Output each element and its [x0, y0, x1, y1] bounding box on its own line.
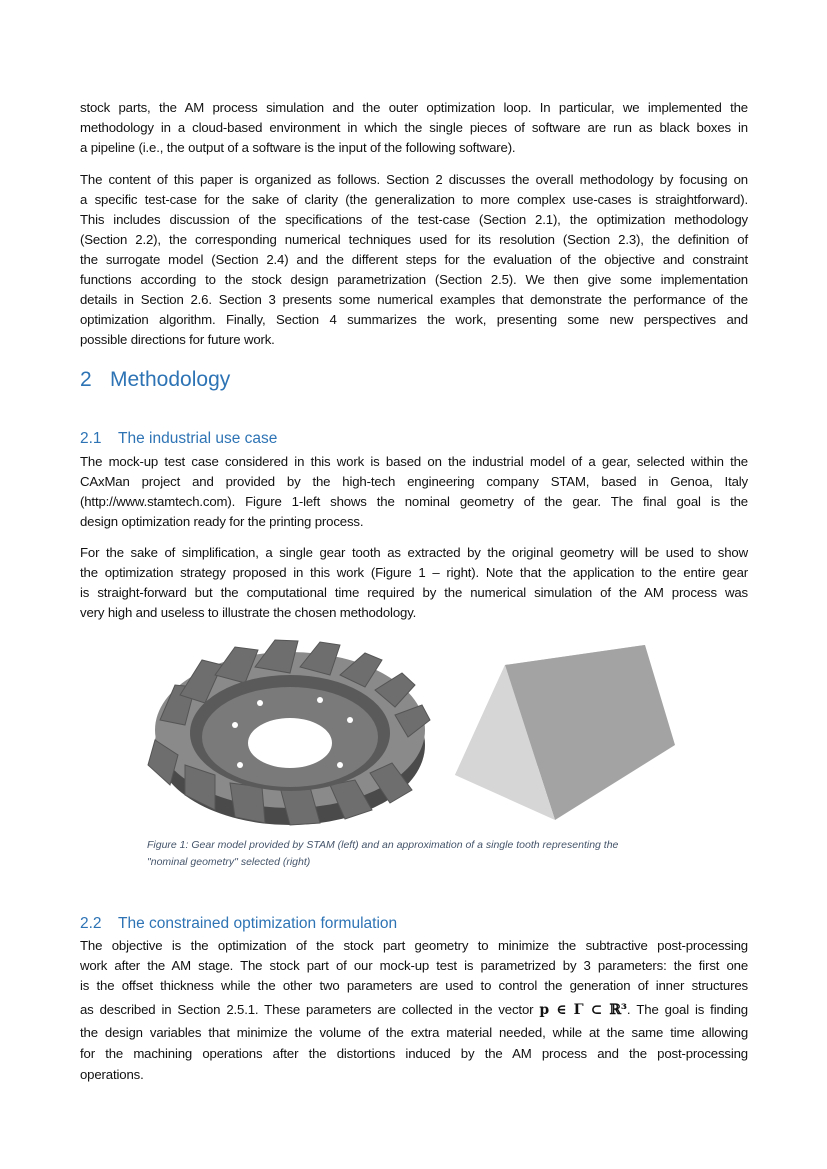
- text-line: stock parts, the AM process simulation and the outer optimization loop. In particular, we implemented the: [80, 100, 748, 115]
- subsection-heading: [80, 915, 397, 933]
- section-title: Methodology: [110, 368, 231, 391]
- text-line: The mock-up test case considered in this work is based on the industrial model of a gear, selected within the: [80, 454, 748, 469]
- subsection-title: The constrained optimization formulation: [118, 915, 398, 932]
- text-line: The objective is the optimization of the stock part geometry to minimize the subtractive post-processing: [80, 938, 748, 953]
- text-line: is the offset thickness while the other two parameters are used to control the generation of inner structures: [80, 978, 748, 993]
- text-line: a pipeline (i.e., the output of a software is the input of the following software).: [80, 140, 516, 155]
- text-line: The content of this paper is organized as follows. Section 2 discusses the overall methodology by focusing on: [80, 172, 748, 187]
- section-number: 2: [80, 368, 92, 391]
- figure-caption: [147, 837, 687, 871]
- subsection-number: 2.2: [80, 915, 102, 932]
- text-line: For the sake of simplification, a single gear tooth as extracted by the original geometry will be used to show: [80, 545, 748, 560]
- text-line: work after the AM stage. The stock part of our mock-up test is parametrized by 3 parameters: the first one: [80, 958, 748, 973]
- text-line: methodology in a cloud-based environment in which the single pieces of software are run as black boxes in: [80, 120, 748, 135]
- text-line: is straight-forward but the computational time required by the numerical simulation of the AM process was: [80, 585, 748, 600]
- text-line: very high and useless to illustrate the chosen methodology.: [80, 605, 417, 620]
- text-line: the design variables that minimize the volume of the extra material needed, while at the same time allowing: [80, 1025, 748, 1040]
- text-line: possible directions for future work.: [80, 332, 275, 347]
- subsection-heading: [80, 430, 277, 448]
- gear-model-image: [140, 625, 440, 835]
- text-line: the optimization strategy proposed in this work (Figure 1 – right). Note that the application to the entire gear: [80, 565, 748, 580]
- text-line: (http://www.stamtech.com). Figure 1-left shows the nominal geometry of the gear. The final goal is the: [80, 494, 748, 509]
- gear-tooth-image: [445, 635, 685, 825]
- caption-line: "nominal geometry" selected (right): [147, 856, 311, 868]
- text-line: operations.: [80, 1067, 144, 1082]
- text-line: This includes discussion of the specifications of the test-case (Section 2.1), the optimization methodology: [80, 212, 748, 227]
- text-line: [80, 1001, 748, 1019]
- section-heading: [80, 368, 230, 392]
- text-span: as described in Section 2.5.1. These parameters are collected in the vector: [80, 1002, 540, 1017]
- text-line: CAxMan project and provided by the high-tech engineering company STAM, based in Genoa, Italy: [80, 474, 748, 489]
- text-line: details in Section 2.6. Section 3 presents some numerical examples that demonstrate the performance of the: [80, 292, 748, 307]
- text-line: functions according to the stock design parametrization (Section 2.5). We then give some implementation: [80, 272, 748, 287]
- text-line: design optimization ready for the printing process.: [80, 514, 364, 529]
- math-expression: p ∈ Γ ⊂ ℝ³: [539, 1002, 627, 1018]
- text-span: . The goal is finding: [626, 1002, 748, 1017]
- subsection-number: 2.1: [80, 430, 102, 447]
- caption-line: Figure 1: Gear model provided by STAM (left) and an approximation of a single tooth representing the: [147, 839, 619, 851]
- subsection-title: The industrial use case: [118, 430, 278, 447]
- text-line: optimization algorithm. Finally, Section 4 summarizes the work, presenting some new perspectives and: [80, 312, 748, 327]
- text-line: (Section 2.2), the corresponding numerical techniques used for its resolution (Section 2.3), the definition of: [80, 232, 748, 247]
- text-line: a specific test-case for the sake of clarity (the generalization to more complex use-cases is straightforward).: [80, 192, 748, 207]
- text-line: the surrogate model (Section 2.4) and the different steps for the evaluation of the objective and constraint: [80, 252, 748, 267]
- text-line: for the machining operations after the distortions induced by the AM process and the post-processing: [80, 1046, 748, 1061]
